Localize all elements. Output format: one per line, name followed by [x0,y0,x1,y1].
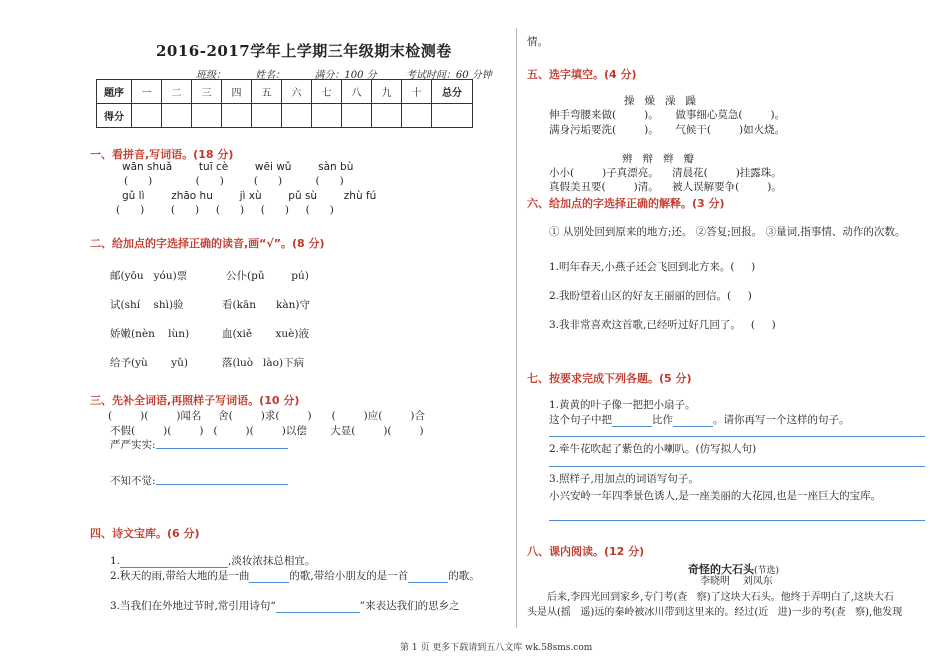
text: 被人误解要争( [672,181,740,193]
score-input-cell[interactable] [402,104,432,128]
answer-blank[interactable] [673,414,713,427]
continued-text: 情。 [527,36,548,48]
text: )挂露珠。 [735,167,782,179]
idiom-text: 不假 [110,425,131,437]
score-cell: 七 [312,80,342,104]
fill-line[interactable] [549,122,785,137]
text: 做事细心莫急( [675,109,743,121]
fill-line[interactable] [549,107,785,122]
story-paragraph-line: 后来,李四光回到家乡,专门考(查 察)了这块大石头。他终于弄明白了,这块大石 [547,592,894,603]
poem-line-2 [110,568,480,583]
score-cell: 十 [402,80,432,104]
text: )子真漂亮。 [602,167,659,179]
story-title: 奇怪的大石头 [688,563,754,576]
reading-item[interactable]: 血(xiě xuè)液 [222,328,309,340]
score-input-cell[interactable] [372,104,402,128]
score-cell: 总分 [432,80,473,104]
text: 2.秋天的雨,带给大地的是一曲 [110,570,250,582]
text: 。请你再写一个这样的句子。 [713,414,850,426]
column-divider [516,28,517,628]
answer-line[interactable] [156,484,288,485]
example-sentence: 小兴安岭一年四季景色诱人,是一座美丽的大花园,也是一座巨大的宝库。 [549,490,882,502]
answer-blank[interactable] [120,555,228,568]
section-2-heading: 二、给加点的字选择正确的读音,画“√”。(8 分) [90,237,325,250]
name-label: 姓名： [255,70,286,81]
answer-blank[interactable] [276,600,360,613]
answer-blank[interactable] [249,570,289,583]
score-input-cell[interactable] [162,104,192,128]
poem-line-3 [110,598,460,613]
reading-item[interactable]: 试(shí shì)验 [110,299,184,311]
text: ,淡妆浓抹总相宜。 [228,555,316,567]
score-label: 满分：100 分 [314,70,377,81]
time-label: 考试时间：60 分钟 [405,70,492,81]
score-cell: 四 [222,80,252,104]
score-input-cell[interactable] [282,104,312,128]
score-cell: 得分 [97,104,132,128]
score-table [96,79,473,128]
section-1-heading: 一、看拼音,写词语。(18 分) [90,148,234,161]
text: 3.当我们在外地过节时,常引用诗句“ [110,600,276,612]
section-3-heading: 三、先补全词语,再照样子写词语。(10 分) [90,394,300,407]
answer-line[interactable] [156,448,288,449]
reading-item[interactable]: 给予(yù yǔ) [110,357,188,369]
answer-parens-row-1[interactable]: ( ) ( ) ( ) ( ) [124,175,344,187]
score-cell: 题序 [97,80,132,104]
answer-line[interactable] [549,466,925,467]
text: )。 [644,124,659,136]
text: ”来表达我们的思乡之 [359,600,460,612]
idiom-row-2[interactable]: 不假( )( ) ( )( )以偿 大显( )( ) [110,425,424,437]
text: 满身污垢要洗( [549,124,617,136]
idiom-text: 应 [367,410,379,422]
page-footer: 第 1 页 更多下载请到五八文库 wk.58sms.com [400,643,593,653]
question-item[interactable]: 1.明年春天,小燕子还会飞回到北方来。( ) [549,261,756,273]
idiom-text: 求 [264,410,276,422]
score-input-cell[interactable] [312,104,342,128]
score-cell: 三 [192,80,222,104]
score-input-cell[interactable] [432,104,473,128]
score-input-cell[interactable] [192,104,222,128]
class-label: 班级： [196,70,226,81]
fill-line[interactable] [549,179,782,194]
score-input-cell[interactable] [132,104,162,128]
reading-item[interactable]: 邮(yōu yóu)票 [110,270,188,282]
text: )。 [770,109,786,121]
score-cell: 一 [132,80,162,104]
question-item [549,412,850,427]
text: 真假美丑要( [549,181,606,193]
idiom-text: 合 [414,410,425,422]
text: 的歌,带给小朋友的是一首 [289,570,409,582]
section-6-heading: 六、给加点的字选择正确的解释。(3 分) [527,197,725,210]
text: 比作 [652,414,673,426]
text: )清。 [633,181,659,193]
answer-parens-row-2[interactable]: ( ) ( ) ( ) ( ) ( ) [116,204,334,216]
text: 气候干( [675,124,712,136]
text: )如火烧。 [739,124,786,136]
text: 清晨花( [672,167,708,179]
idiom-text: 闻名 [180,410,202,422]
reading-item[interactable]: 娇嫩(nèn lùn) [110,328,190,340]
answer-blank[interactable] [408,570,448,583]
question-item: 1.黄黄的叶子像一把把小扇子。 [549,399,696,411]
text: 小小( [549,167,575,179]
score-input-cell[interactable] [252,104,282,128]
text: 的歌。 [448,570,480,582]
idiom-text: 舍 [218,410,229,422]
answer-line[interactable] [549,520,925,521]
char-choices-1: 操 燥 澡 躁 [624,95,697,107]
text: 这个句子中把 [549,414,612,426]
reading-item[interactable]: 落(luò lào)下病 [222,357,305,369]
pinyin-row-2: gǔ lì zhāo hu jì xù pǔ sù zhù fú [122,190,377,202]
answer-blank[interactable] [612,414,652,427]
score-table-header-row [97,80,473,104]
reading-item[interactable]: 看(kān kàn)守 [222,299,310,311]
score-cell: 五 [252,80,282,104]
question-item: 3.照样子,用加点的词语写句子。 [549,473,699,485]
question-item[interactable]: 3.我非常喜欢这首歌,已经听过好几回了。 ( ) [549,319,776,331]
idiom-text: 以偿 [285,425,307,437]
pinyin-row-1: wān shuǎ tuī cè wēi wǔ sàn bù [122,161,354,173]
story-authors: 李晓明 刘凤东 [700,576,773,587]
score-cell: 八 [342,80,372,104]
question-item[interactable]: 2.我盼望着山区的好友王丽丽的回信。( ) [549,290,752,302]
section-7-heading: 七、按要求完成下列各题。(5 分) [527,372,692,385]
score-input-cell[interactable] [222,104,252,128]
score-input-cell[interactable] [342,104,372,128]
reading-item[interactable]: 公仆(pǔ pú) [226,270,309,282]
question-item: 2.牵牛花吹起了紫色的小喇叭。(仿写拟人句) [549,443,757,455]
text: )。 [644,109,659,121]
example-label-1: 严严实实: [110,439,156,451]
section-5-heading: 五、选字填空。(4 分) [527,68,637,81]
fill-line[interactable] [549,165,782,180]
score-cell: 六 [282,80,312,104]
example-label-2: 不知不觉: [110,475,156,487]
score-table-score-row [97,104,473,128]
text: 伸手弯腰来做( [549,109,617,121]
text: )。 [767,181,782,193]
poem-line-1 [110,553,315,568]
page-title: 2016-2017学年上学期三年级期末检测卷 [156,42,452,60]
story-paragraph-line: 头是从(摇 遥)远的秦岭被冰川带到这里来的。经过(近 进)一步的考(查 察),他发现 [527,607,903,618]
story-note: (节选) [754,566,780,576]
section-4-heading: 四、诗文宝库。(6 分) [90,527,200,540]
idiom-row-1[interactable]: ( )( )闻名 舍( )求( ) ( )应( )合 [108,410,425,422]
answer-line[interactable] [549,436,925,437]
section-8-heading: 八、课内阅读。(12 分) [527,545,645,558]
idiom-text: 大显 [330,425,352,437]
text: 1. [110,555,121,567]
char-choices-2: 辨 辩 辫 瓣 [622,153,695,165]
score-cell: 九 [372,80,402,104]
definition-options: ① 从别处回到原来的地方;还。 ②答复;回报。 ③量词,指事情、动作的次数。 [549,226,906,238]
score-cell: 二 [162,80,192,104]
